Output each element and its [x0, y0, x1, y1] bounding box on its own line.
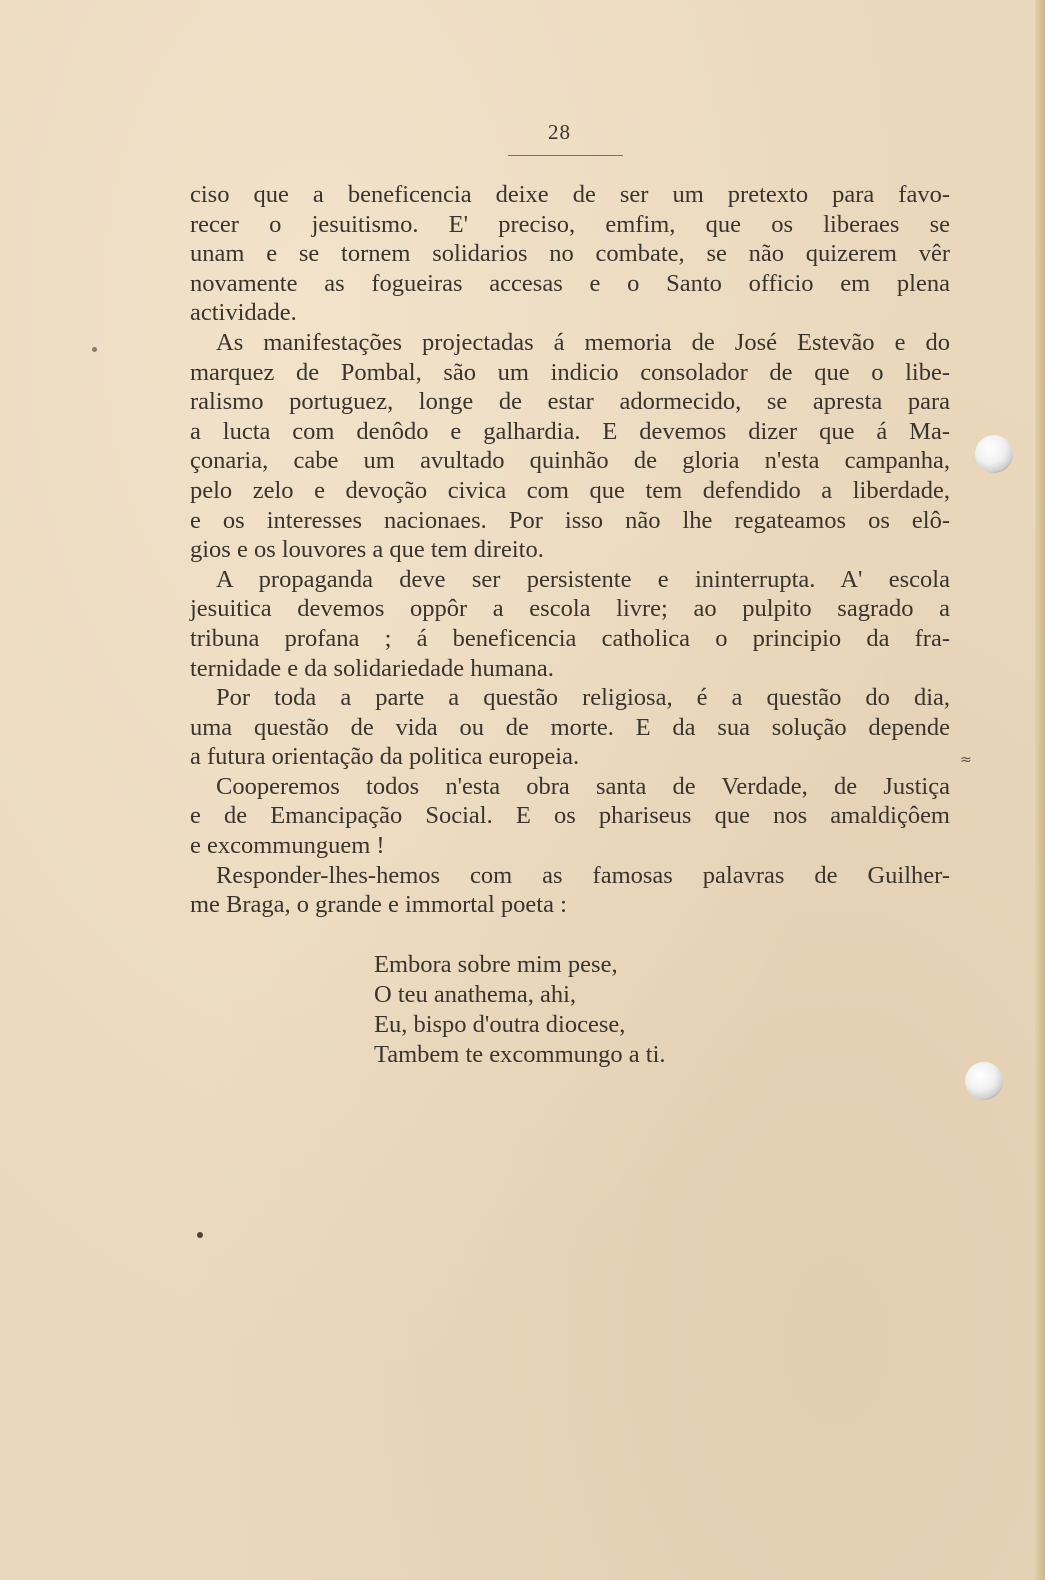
paper-speck [197, 1232, 203, 1238]
text-line: novamente as fogueiras accesas e o Santo officio em plena [190, 269, 950, 297]
text-line: Por toda a parte a questão religiosa, é a questão do dia, [216, 684, 950, 712]
verse-quote [374, 950, 666, 1070]
text-line: marquez de Pombal, são um indicio consolador de que o libe- [190, 358, 950, 386]
page-number-rule [508, 155, 623, 156]
text-line: a futura orientação da politica europeia. [190, 743, 580, 771]
text-line: tribuna profana ; á beneficencia catholica o principio da fra- [190, 624, 950, 652]
margin-mark-icon: ≈ [960, 752, 972, 768]
verse-line: O teu anathema, ahi, [374, 981, 577, 1008]
text-line: ralismo portuguez, longe de estar adormecido, se apresta para [190, 388, 950, 416]
text-line: actividade. [190, 299, 297, 327]
text-line: me Braga, o grande e immortal poeta : [190, 891, 567, 919]
text-line: çonaria, cabe um avultado quinhão de gloria n'esta campanha, [190, 447, 950, 475]
binding-hole [975, 435, 1013, 473]
text-line: Cooperemos todos n'esta obra santa de Verdade, de Justiça [216, 772, 950, 800]
verse-line: Eu, bispo d'outra diocese, [374, 1011, 626, 1038]
text-line: gios e os louvores a que tem direito. [190, 536, 544, 564]
text-line: A propaganda deve ser persistente e ininterrupta. A' escola [216, 565, 950, 593]
text-line: Responder-lhes-hemos com as famosas palavras de Guilher- [216, 861, 950, 889]
page-number: 28 [548, 120, 571, 144]
paper-speck [92, 347, 97, 352]
text-line: e excommunguem ! [190, 832, 385, 860]
text-line: ciso que a beneficencia deixe de ser um pretexto para favo- [190, 181, 950, 208]
text-line: unam e se tornem solidarios no combate, se não quizerem vêr [190, 240, 950, 268]
text-line: a lucta com denôdo e galhardia. E devemos dizer que á Ma- [190, 417, 950, 445]
page-edge [1035, 0, 1045, 1580]
text-line: e de Emancipação Social. E os phariseus que nos amaldiçôem [190, 802, 950, 830]
body-text [190, 180, 950, 920]
binding-hole [965, 1062, 1003, 1100]
text-line: ternidade e da solidariedade humana. [190, 654, 554, 682]
text-line: pelo zelo e devoção civica com que tem defendido a liberdade, [190, 476, 950, 504]
text-line: uma questão de vida ou de morte. E da sua solução depende [190, 713, 950, 741]
text-line: e os interesses nacionaes. Por isso não lhe regateamos os elô- [190, 506, 950, 534]
verse-line: Tambem te excommungo a ti. [374, 1041, 666, 1068]
verse-line: Embora sobre mim pese, [374, 951, 618, 978]
text-line: jesuitica devemos oppôr a escola livre; ao pulpito sagrado a [190, 595, 950, 623]
text-line: As manifestações projectadas á memoria de José Estevão e do [216, 328, 950, 356]
text-line: recer o jesuitismo. E' preciso, emfim, que os liberaes se [190, 210, 950, 238]
